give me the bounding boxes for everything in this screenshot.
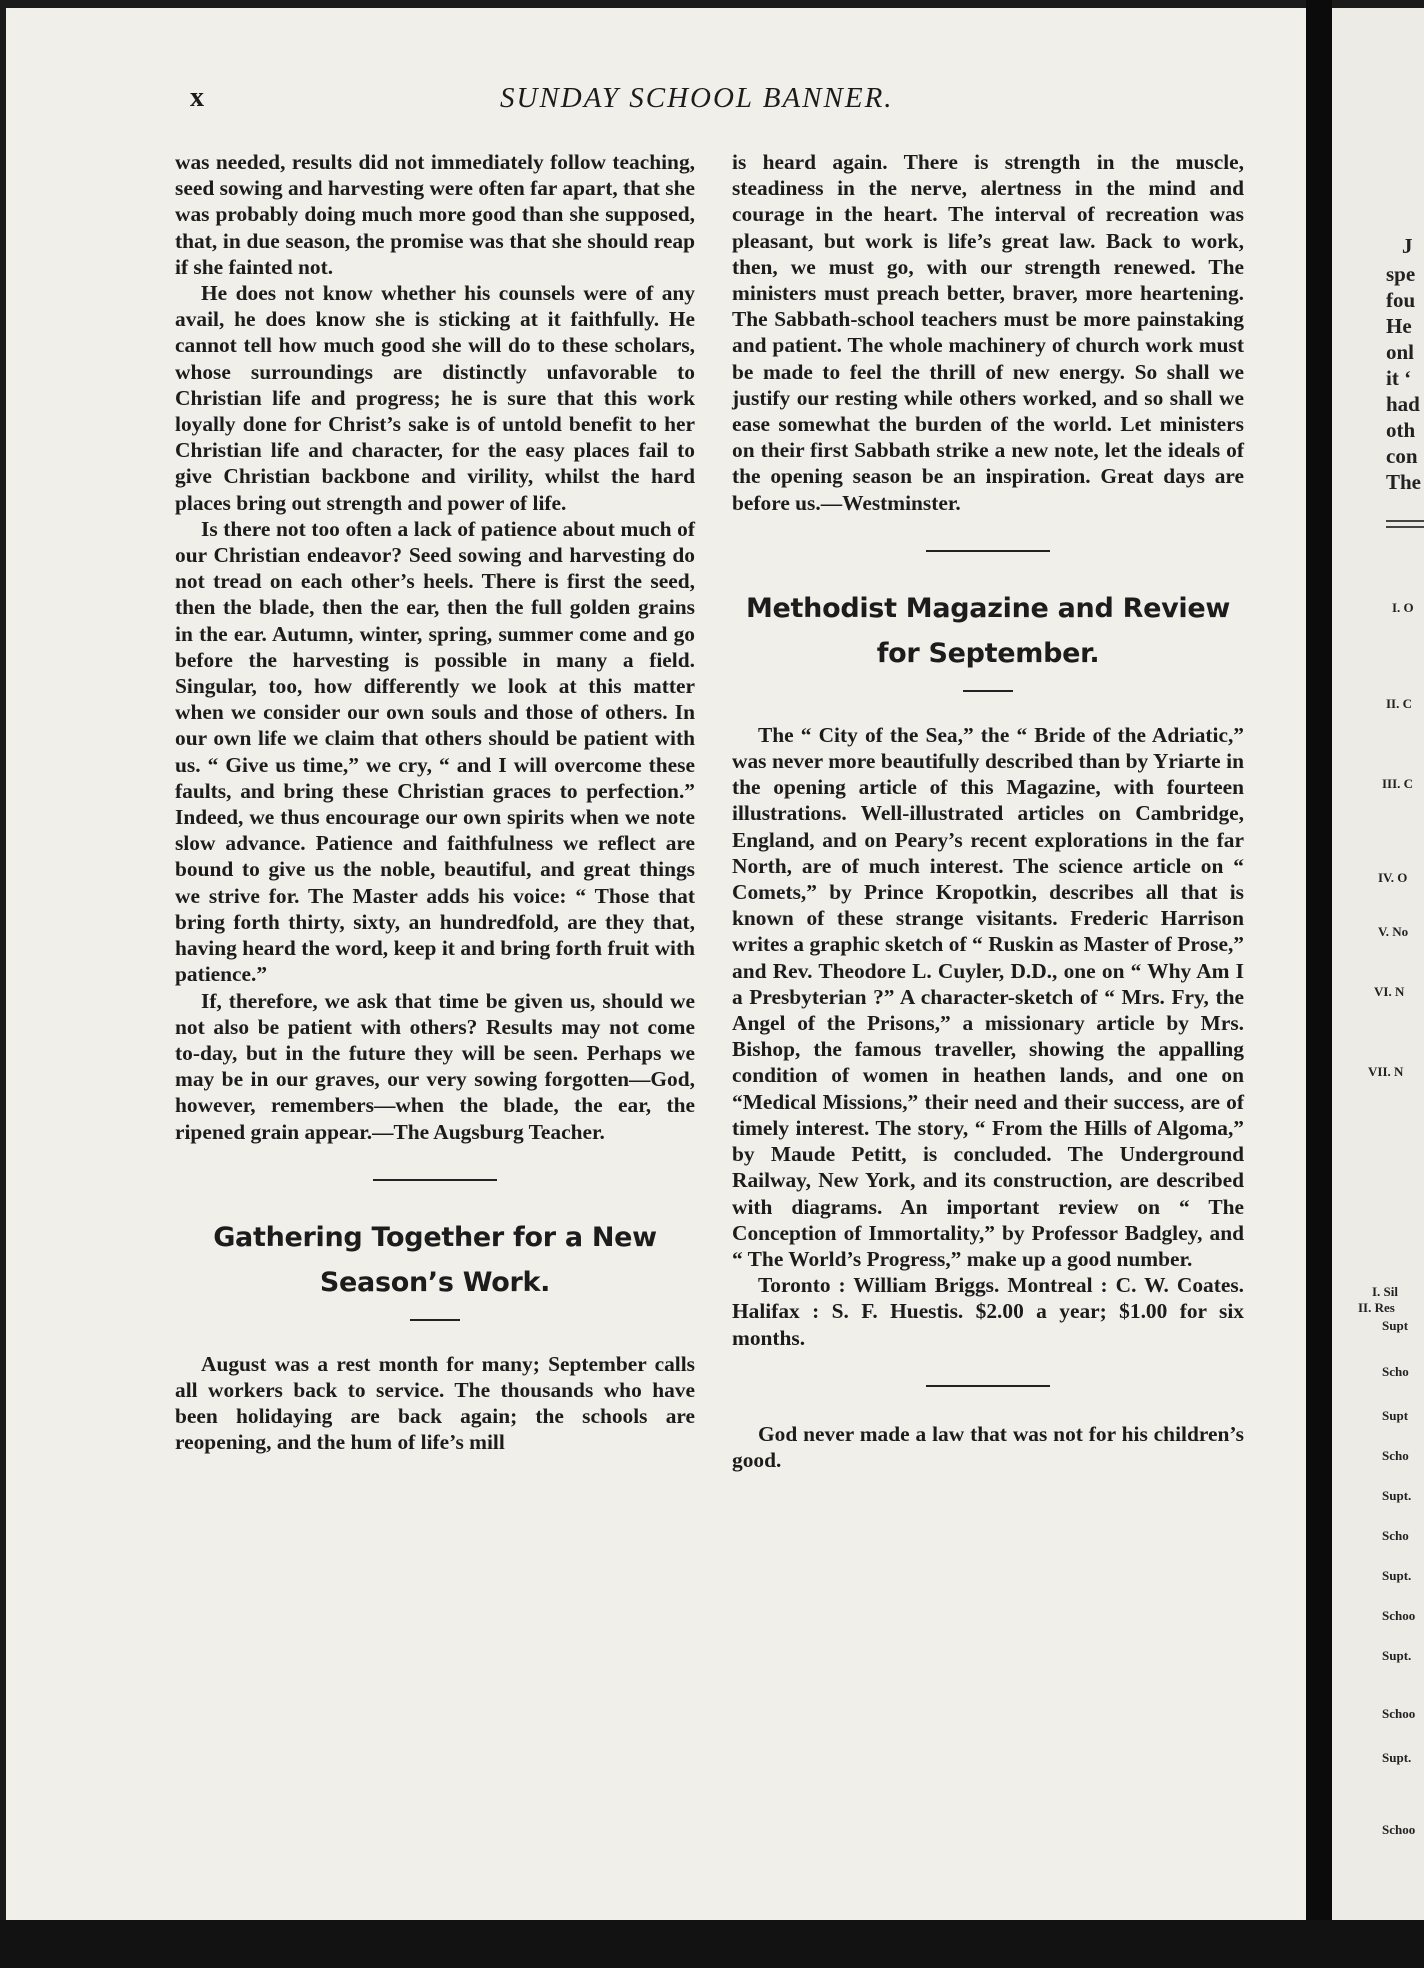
fragment-text: onl bbox=[1386, 340, 1415, 364]
fragment-text: V. No bbox=[1378, 924, 1409, 939]
paragraph: Is there not too often a lack of patience about much of our Christian endeavor? Seed sowing and harvesting do not tread on each other’s heels. There is first the seed, then the blade, then the ear, then the full golden grains in the ear. Autumn, winter, spring, summer come and go before the harvesting is possible in many a field. Singular, too, how differently we look at this matter when we consider our own souls and those of others. In our own life we claim that others should be patient with us. “ Give us time,” we cry, “ and I will overcome these faults, and bring these Christian graces to perfection.” Indeed, we thus encourage our own spirits when we note slow advance. Patience and faithfulness we reflect are bound to give us the noble, beautiful, and great things we strive for. The Master adds his voice: “ Those that bring forth thirty, sixty, an hundredfold, are they that, having heard the word, keep it and bring forth fruit with patience.” bbox=[175, 516, 695, 987]
fragment-text: I. O bbox=[1392, 600, 1414, 615]
paragraph: He does not know whether his counsels were of any avail, he does know she is sticking at it faithfully. He cannot tell how much good she will do to these scholars, whose surroundings are distinctly unfavorable to Christian life and progress; he is sure that this work loyally done for Christ’s sake is of untold benefit to her Christian life and character, for the easy places fail to give Christian backbone and virility, whilst the hard places bring out strength and power of life. bbox=[175, 281, 695, 515]
fragment-text: Supt. bbox=[1382, 1648, 1412, 1663]
scan-bottom-edge bbox=[0, 1920, 1424, 1968]
adjacent-page-edge bbox=[1332, 8, 1424, 1920]
running-title: SUNDAY SCHOOL BANNER. bbox=[500, 82, 894, 114]
headline-divider bbox=[410, 1319, 460, 1321]
fragment-text: Supt. bbox=[1382, 1750, 1412, 1765]
fragment-text: IV. O bbox=[1378, 870, 1408, 885]
headline-line: for September. bbox=[876, 637, 1100, 669]
section-divider bbox=[926, 550, 1050, 552]
paragraph: Toronto : William Briggs. Montreal : C. W. Coates. Halifax : S. F. Huestis. $2.00 a year; $1.00 for six months. bbox=[732, 1273, 1244, 1350]
fragment-text: III. C bbox=[1382, 776, 1414, 791]
right-column bbox=[732, 149, 1244, 1473]
fragment-text: J bbox=[1402, 234, 1413, 258]
fragment-text: Scho bbox=[1382, 1448, 1409, 1463]
fragment-text: Supt bbox=[1382, 1408, 1409, 1423]
headline-line: Methodist Magazine and Review bbox=[745, 592, 1231, 624]
fragment-text: spe bbox=[1386, 262, 1416, 286]
page-number: x bbox=[190, 82, 204, 113]
fragment-text: II. Res bbox=[1358, 1300, 1395, 1315]
fragment-text: Supt. bbox=[1382, 1488, 1412, 1503]
article-headline bbox=[732, 586, 1244, 676]
paragraph: The “ City of the Sea,” the “ Bride of the Adriatic,” was never more beautifully described than by Yriarte in the opening article of this Magazine, with fourteen illustrations. Well-illustrated articles on Cambridge, England, and on Peary’s recent explorations in the far North, are of much interest. The science article on “ Comets,” by Prince Kropotkin, describes all that is known of these strange visitants. Frederic Harrison writes a graphic sketch of “ Ruskin as Master of Prose,” and Rev. Theodore L. Cuyler, D.D., one on “ Why Am I a Presbyterian ?” A character-sketch of “ Mrs. Fry, the Angel of the Prisons,” a missionary article by Mrs. Bishop, the famous traveller, showing the appalling condition of women in heathen lands, and one on “Medical Missions,” their need and their success, are of timely interest. The story, “ From the Hills of Algoma,” by Maude Petitt, is concluded. The Underground Railway, New York, and its construction, are described with diagrams. An important review on “ The Conception of Immortality,” by Professor Badgley, and “ The World’s Progress,” make up a good number. bbox=[732, 722, 1244, 1271]
fragment-text: Schoo bbox=[1382, 1822, 1416, 1837]
headline-divider bbox=[963, 690, 1013, 692]
binding-gutter bbox=[1306, 0, 1332, 1968]
fragment-text: Schoo bbox=[1382, 1706, 1416, 1721]
section-divider bbox=[926, 1385, 1050, 1387]
fragment-text: VII. N bbox=[1368, 1064, 1404, 1079]
headline-line: Season’s Work. bbox=[319, 1266, 551, 1298]
fragment-text: Supt. bbox=[1382, 1568, 1412, 1583]
fragment-text: The bbox=[1386, 470, 1422, 494]
paragraph: God never made a law that was not for his children’s good. bbox=[732, 1421, 1244, 1472]
paragraph: If, therefore, we ask that time be given us, should we not also be patient with others? Results may not come to-day, but in the future they will be seen. Perhaps we may be in our graves, our very sowing forgotten—God, however, remembers—when the blade, the ear, the ripened grain appear.—The Augsburg Teacher. bbox=[175, 988, 695, 1144]
paragraph: was needed, results did not immediately follow teaching, seed sowing and harvesting were often far apart, that she was probably doing much more good than she supposed, that, in due season, the promise was that she should reap if she fainted not. bbox=[175, 150, 695, 279]
fragment-text: had bbox=[1386, 392, 1420, 416]
fragment-rule bbox=[1386, 520, 1424, 522]
fragment-text: Scho bbox=[1382, 1528, 1409, 1543]
fragment-text: it ‘ bbox=[1386, 366, 1412, 390]
headline-line: Gathering Together for a New bbox=[213, 1221, 657, 1253]
fragment-text: He bbox=[1386, 314, 1412, 338]
article-headline bbox=[175, 1215, 695, 1305]
fragment-rule bbox=[1386, 526, 1424, 528]
paragraph: August was a rest month for many; September calls all workers back to service. The thousands who have been holidaying are back again; the schools are reopening, and the hum of life’s mill bbox=[175, 1351, 695, 1455]
section-divider bbox=[373, 1179, 497, 1181]
fragment-text: VI. N bbox=[1374, 984, 1405, 999]
paragraph: is heard again. There is strength in the muscle, steadiness in the nerve, alertness in the mind and courage in the heart. The interval of recreation was pleasant, but work is life’s great law. Back to work, then, we must go, with our strength renewed. The ministers must preach better, braver, more heartening. The Sabbath-school teachers must be more painstaking and patient. The whole machinery of church work must be made to feel the thrill of new energy. So shall we justify our resting while others worked, and so shall we ease somewhat the burden of the world. Let ministers on their first Sabbath strike a new note, let the ideals of the opening season be an inspiration. Great days are before us.—Westminster. bbox=[732, 150, 1244, 515]
left-column bbox=[175, 149, 695, 1456]
fragment-text: II. C bbox=[1386, 696, 1413, 711]
fragment-text: fou bbox=[1386, 288, 1416, 312]
fragment-text: I. Sil bbox=[1372, 1284, 1399, 1299]
fragment-text: Scho bbox=[1382, 1364, 1409, 1379]
fragment-text: Schoo bbox=[1382, 1608, 1416, 1623]
fragment-text: con bbox=[1386, 444, 1418, 468]
fragment-text: oth bbox=[1386, 418, 1416, 442]
page-header bbox=[190, 82, 1250, 122]
fragment-text: Supt bbox=[1382, 1318, 1409, 1333]
